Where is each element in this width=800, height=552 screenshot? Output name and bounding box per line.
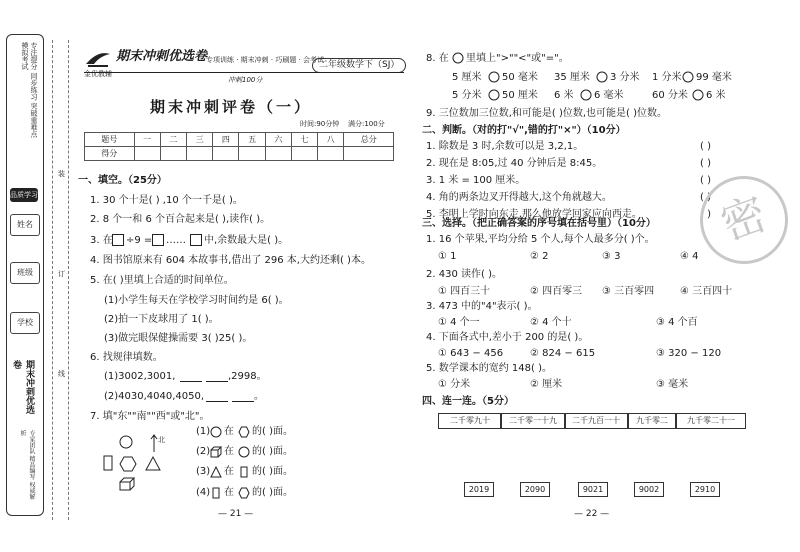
score-cell: 得分 [85, 147, 135, 161]
question-3-tail: 中,余数最大是( )。 [204, 235, 289, 246]
word-card[interactable]: 九千零二十一 [676, 413, 746, 429]
strip-note: 突破重难点 [30, 102, 38, 138]
answer-line[interactable] [232, 401, 254, 402]
page-title: 期末冲刺评卷（一） [150, 98, 313, 116]
score-cell: 三 [187, 133, 213, 147]
score-cell: 总分 [344, 133, 394, 147]
question-7-3-mid: 在 [224, 466, 234, 477]
score-table [84, 132, 394, 161]
compare-left: 35 厘米 [554, 72, 590, 83]
question-6-1: (1)3002,3001, [104, 371, 176, 382]
option[interactable]: ③ 4 个百 [656, 317, 698, 328]
judge-paren[interactable]: ( ) [700, 209, 711, 220]
option[interactable]: ② 四百零三 [530, 286, 583, 297]
header-slogan: 专项训练 · 期末冲刺 · 巧刷题 · 会考试 [206, 56, 325, 64]
page-number-right: — 22 — [574, 509, 610, 519]
question-6-2-end: 。 [254, 391, 264, 402]
score-cell: 二 [160, 133, 186, 147]
compare-right: 6 毫米 [594, 90, 624, 101]
cube-shape [120, 482, 130, 490]
strip-brand: 期末冲刺优选卷 [11, 360, 34, 414]
strip-footer [12, 430, 36, 500]
judge-5: 5. 李明上学时向东走,那么他放学回家应向西走。 [426, 209, 642, 220]
option[interactable]: ④ 4 [680, 251, 699, 262]
strip-footer-line: 权威解析 [19, 430, 35, 500]
option[interactable]: ② 824 − 615 [530, 348, 596, 359]
section-1-heading: 一、填空。（25分） [78, 175, 167, 186]
question-3-mid: ÷9 = [126, 235, 153, 246]
compare-left: 1 分米 [652, 72, 682, 83]
binding-line [52, 40, 53, 520]
exam-full-score: 满分:100分 [348, 120, 385, 128]
score-input[interactable] [318, 147, 344, 161]
score-cell: 五 [239, 133, 265, 147]
grade-label: 二年级数学下（SJ） [312, 58, 406, 73]
score-input[interactable] [160, 147, 186, 161]
fold-line [68, 40, 69, 520]
number-card[interactable]: 2019 [464, 482, 494, 497]
judge-1: 1. 除数是 3 时,余数可以是 3,2,1。 [426, 141, 584, 152]
question-7-3-tail: 的( )面。 [252, 466, 293, 477]
compare-left: 60 分米 [652, 90, 688, 101]
hexagon-icon [238, 487, 250, 499]
section-3-heading: 三、选择。（把正确答案的序号填在括号里）（10分） [422, 218, 656, 229]
compare-left: 6 米 [554, 90, 574, 101]
question-8: 8. 在 [426, 53, 449, 64]
judge-2: 2. 现在是 8:05,过 40 分钟后是 8:45。 [426, 158, 603, 169]
section-4-heading: 四、连一连。（5分） [422, 396, 514, 407]
option[interactable]: ③ 320 − 120 [656, 348, 722, 359]
compare-circle[interactable] [488, 89, 500, 101]
question-7-1-tail: 的( )面。 [252, 426, 293, 437]
question-3-lead: 3. 在 [90, 235, 113, 246]
judge-3: 3. 1 米 = 100 厘米。 [426, 175, 526, 186]
compare-left: 5 分米 [452, 90, 482, 101]
cube-icon [210, 446, 222, 458]
north-arrow-icon [150, 434, 158, 452]
choice-5: 5. 数学课本的宽约 148( )。 [426, 363, 552, 374]
answer-line[interactable] [206, 401, 228, 402]
question-7-1: (1) [196, 426, 211, 437]
logo-icon [84, 48, 112, 68]
number-card[interactable]: 2910 [690, 482, 720, 497]
question-6-2: (2)4030,4040,4050, [104, 391, 205, 402]
option[interactable]: ② 厘米 [530, 379, 563, 390]
question-5-3: (3)做完眼保健操需要 3( )25( )。 [104, 333, 253, 344]
word-card[interactable]: 二千九百一十 [564, 413, 628, 429]
word-card[interactable]: 九千零二 [628, 413, 676, 429]
school-field[interactable]: 学校 [10, 312, 40, 334]
blank-box[interactable] [112, 234, 124, 246]
class-field[interactable]: 班级 [10, 262, 40, 284]
score-input[interactable] [187, 147, 213, 161]
exam-time: 时间:90分钟 [300, 120, 340, 128]
question-5-1: (1)小学生每天在学校学习时间约是 6( )。 [104, 295, 289, 306]
option[interactable]: ② 2 [530, 251, 549, 262]
compare-circle[interactable] [682, 71, 694, 83]
north-label: 北 [158, 436, 165, 444]
question-1: 1. 30 个十是( ) ,10 个一千是( )。 [90, 195, 243, 206]
answer-line[interactable] [206, 381, 228, 382]
score-input[interactable] [134, 147, 160, 161]
page-number-left: — 21 — [218, 509, 254, 519]
choice-4: 4. 下面各式中,差小于 200 的是( )。 [426, 332, 589, 343]
option[interactable]: ① 四百三十 [438, 286, 491, 297]
name-field[interactable]: 姓名 [10, 214, 40, 236]
strip-notes [10, 42, 38, 142]
score-cell: 四 [213, 133, 239, 147]
answer-line[interactable] [180, 381, 202, 382]
question-7-3: (3) [196, 466, 211, 477]
judge-paren[interactable]: ( ) [700, 158, 711, 169]
judge-4: 4. 角的两条边叉开得越大,这个角就越大。 [426, 192, 612, 203]
question-7-2-mid: 在 [224, 446, 234, 457]
compare-circle[interactable] [596, 71, 608, 83]
compare-right: 50 厘米 [502, 90, 538, 101]
choice-3: 3. 473 中的"4"表示( )。 [426, 301, 538, 312]
compare-left: 5 厘米 [452, 72, 482, 83]
compare-right: 99 毫米 [696, 72, 732, 83]
question-7-4-tail: 的( )面。 [252, 487, 293, 498]
question-7-4-mid: 在 [224, 487, 234, 498]
score-input[interactable] [239, 147, 265, 161]
side-marker: 线 [58, 370, 65, 378]
score-input[interactable] [213, 147, 239, 161]
publisher-name: 金优教辅 [84, 70, 112, 78]
hexagon-shape [120, 457, 136, 471]
option[interactable]: ① 4 个一 [438, 317, 480, 328]
question-6: 6. 找规律填数。 [90, 352, 163, 363]
circle-icon [238, 446, 250, 458]
word-card[interactable]: 二千零九十 [438, 413, 502, 429]
question-7-2-tail: 的( )面。 [252, 446, 293, 457]
strip-note: 专注提分 [30, 42, 38, 70]
strip-note: 同步练习 [30, 72, 38, 101]
question-8-tail: 里填上">""<"或"="。 [466, 53, 569, 64]
circle-icon [210, 426, 222, 438]
compare-circle[interactable] [488, 71, 500, 83]
strip-footer-line: 专家团队 [28, 430, 35, 454]
question-2: 2. 8 个一和 6 个百合起来是( ),读作( )。 [90, 214, 271, 225]
header-brand: 期末冲刺优选卷 [116, 49, 208, 64]
judge-paren[interactable]: ( ) [700, 175, 711, 186]
question-7-2: (2) [196, 446, 211, 457]
question-5: 5. 在( )里填上合适的时间单位。 [90, 275, 234, 286]
judge-paren[interactable]: ( ) [700, 141, 711, 152]
score-input[interactable] [291, 147, 317, 161]
compare-circle[interactable] [692, 89, 704, 101]
score-cell: 七 [291, 133, 317, 147]
circle-shape [120, 436, 132, 448]
question-7-4: (4) [196, 487, 211, 498]
option[interactable]: ③ 三百零四 [602, 286, 655, 297]
question-3-dots: …… [166, 235, 186, 246]
word-card[interactable]: 二千零一十九 [500, 413, 566, 429]
strip-note: 模拟考试 [21, 42, 29, 70]
score-value-row [85, 147, 394, 161]
triangle-icon [210, 466, 222, 478]
compare-right: 3 分米 [610, 72, 640, 83]
blank-box[interactable] [190, 234, 202, 246]
blank-box[interactable] [152, 234, 164, 246]
question-5-2: (2)拍一下皮球用了 1( )。 [104, 314, 219, 325]
strip-badge: 品质学习 [10, 188, 38, 202]
header-rule [84, 72, 404, 73]
strip-footer-line: 精品编写 [28, 455, 35, 480]
score-cell: 八 [318, 133, 344, 147]
option[interactable]: ② 4 个十 [530, 317, 572, 328]
judge-paren[interactable]: ( ) [700, 192, 711, 203]
score-cell: 题号 [85, 133, 135, 147]
hexagon-icon [238, 426, 250, 438]
option[interactable]: ① 643 − 456 [438, 348, 504, 359]
compare-right: 6 米 [706, 90, 726, 101]
circle-blank-icon [452, 52, 464, 64]
choice-2: 2. 430 读作( )。 [426, 269, 502, 280]
rectangle-icon [238, 466, 250, 478]
question-7-1-mid: 在 [224, 426, 234, 437]
choice-1: 1. 16 个苹果,平均分给 5 个人,每个人最多分( )个。 [426, 234, 655, 245]
rectangle-icon [210, 487, 222, 499]
score-cell: 六 [265, 133, 291, 147]
compare-circle[interactable] [580, 89, 592, 101]
question-4: 4. 图书馆原来有 604 本故事书,借出了 296 本,大约还剩( )本。 [90, 255, 371, 266]
question-6-1-end: ,2998。 [228, 371, 267, 382]
option[interactable]: ④ 三百四十 [680, 286, 733, 297]
header-subtitle: 冲刺100分 [228, 76, 263, 84]
triangle-shape [146, 457, 160, 470]
compare-right: 50 毫米 [502, 72, 538, 83]
score-header-row [85, 133, 394, 147]
option[interactable]: ① 1 [438, 251, 457, 262]
option[interactable]: ③ 毫米 [656, 379, 689, 390]
number-card[interactable]: 9021 [578, 482, 608, 497]
score-input[interactable] [265, 147, 291, 161]
option[interactable]: ③ 3 [602, 251, 621, 262]
side-marker: 装 [58, 170, 65, 178]
score-input[interactable] [344, 147, 394, 161]
secret-stamp: 密 [688, 164, 800, 277]
number-card[interactable]: 9002 [634, 482, 664, 497]
number-card[interactable]: 2090 [520, 482, 550, 497]
score-cell: 一 [134, 133, 160, 147]
section-2-heading: 二、判断。（对的打"√",错的打"×"）（10分） [422, 125, 626, 136]
rectangle-shape [104, 456, 112, 470]
question-7: 7. 填"东""南""西"或"北"。 [90, 411, 210, 422]
option[interactable]: ① 分米 [438, 379, 471, 390]
side-marker: 订 [58, 270, 65, 278]
question-9: 9. 三位数加三位数,和可能是( )位数,也可能是( )位数。 [426, 108, 668, 119]
